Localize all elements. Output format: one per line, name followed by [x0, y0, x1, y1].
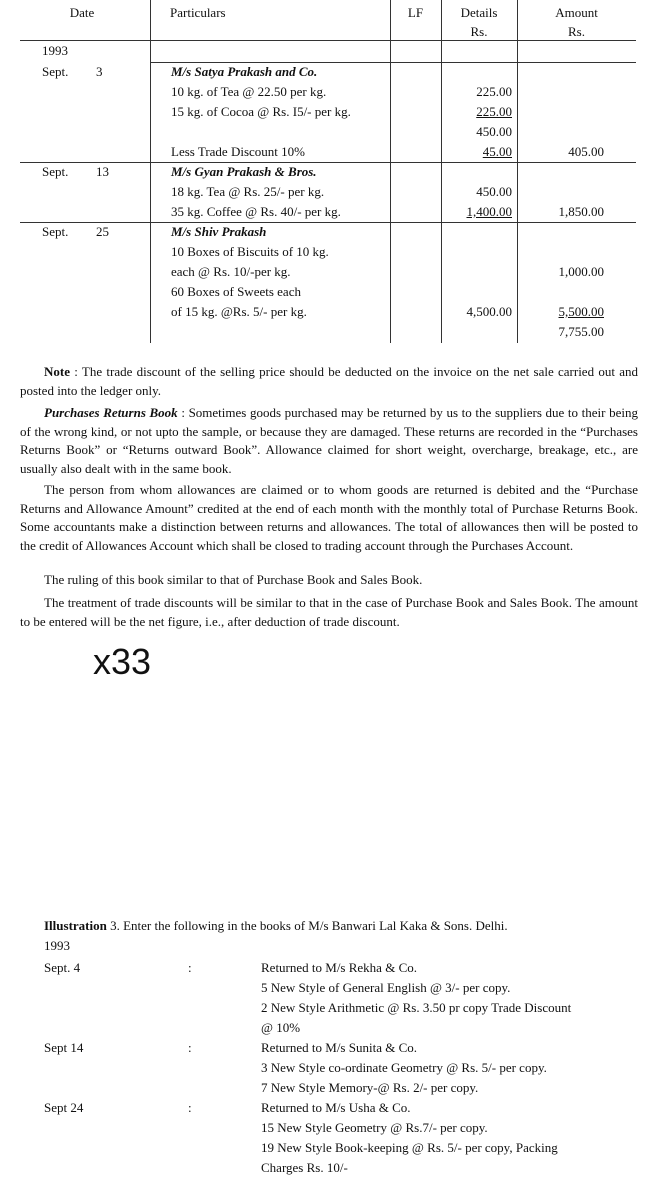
illustration-line: 2 New Style Arithmetic @ Rs. 3.50 pr copy Trade Discount [261, 1000, 572, 1015]
column-divider [390, 0, 391, 343]
entry-line: 15 kg. of Cocoa @ Rs. I5/- per kg. [171, 104, 351, 119]
purchase-ledger-table [20, 0, 636, 345]
entry-month: Sept. [42, 64, 69, 79]
note-paragraph [20, 363, 638, 400]
header-details-unit: Rs. [470, 24, 488, 39]
entry-party: M/s Satya Prakash and Co. [171, 64, 318, 79]
row-rule [20, 162, 636, 163]
purchases-returns-label: Purchases Returns Book [44, 405, 178, 420]
purchases-returns-body: : Sometimes goods purchased may be returned by us to the suppliers due to their being of the wrong kind, or not upto the sample, or because they are damaged. These returns are recorded in the “Purchases Returns Book” or “Returns outward Book”. Allowance claimed for short weight, overcharge, breakage, etc., are usually also dealt with in the same book. [20, 405, 638, 476]
ledger-year: 1993 [42, 43, 68, 58]
header-details: Details [460, 5, 498, 20]
note-label: Note [44, 364, 70, 379]
header-particulars: Particulars [170, 5, 226, 20]
illustration-line: 5 New Style of General English @ 3/- per copy. [261, 980, 511, 995]
amount-value: 405.00 [568, 144, 604, 159]
trade-discount-paragraph: The treatment of trade discounts will be similar to that in the case of Purchase Book and Sales Book. The amount to be entered will be the net figure, i.e., after deduction of trade discount. [20, 595, 638, 629]
illustration-year: 1993 [44, 938, 70, 953]
purchases-returns-paragraph [20, 404, 638, 478]
illustration-line: 7 New Style Memory-@ Rs. 2/- per copy. [261, 1080, 479, 1095]
amount-value: 1,000.00 [558, 264, 604, 279]
detail-value: 450.00 [476, 124, 512, 139]
entry-line: 10 Boxes of Biscuits of 10 kg. [171, 244, 329, 259]
entry-month: Sept. [42, 224, 69, 239]
illustration-colon: : [188, 1100, 192, 1115]
header-amount: Amount [555, 5, 598, 20]
entry-day: 3 [96, 64, 103, 79]
header-amount-unit: Rs. [568, 24, 585, 39]
illustration-label: Illustration [44, 918, 107, 933]
illustration-colon: : [188, 960, 192, 975]
illustration-line: Charges Rs. 10/- [261, 1160, 348, 1175]
entry-line: each @ Rs. 10/-per kg. [171, 264, 291, 279]
allowance-paragraph: The person from whom allowances are claimed or to whom goods are returned is debited and the “Purchase Returns and Allowance Amount” credited at the end of each month with the monthly total of Purchase Returns Book. Some accountants make a distinction between returns and allowances. The total of allowances then will be posted to the credit of Allowances Account which shall be closed to trading account through the Purchases Account. [20, 482, 638, 553]
illustration-line: Returned to M/s Rekha & Co. [261, 960, 417, 975]
ruling-paragraph: The ruling of this book similar to that of Purchase Book and Sales Book. [44, 572, 423, 587]
detail-value: 225.00 [476, 104, 512, 119]
header-date: Date [69, 5, 95, 20]
entry-day: 13 [96, 164, 109, 179]
entry-line: 35 kg. Coffee @ Rs. 40/- per kg. [171, 204, 341, 219]
column-divider [441, 0, 442, 343]
illustration-line: @ 10% [261, 1020, 301, 1035]
illustration-line: Returned to M/s Sunita & Co. [261, 1040, 417, 1055]
entry-month: Sept. [42, 164, 69, 179]
illustration-colon: : [188, 1040, 192, 1055]
column-divider [517, 0, 518, 343]
detail-value: 1,400.00 [466, 204, 512, 219]
detail-value: 225.00 [476, 84, 512, 99]
entry-party: M/s Shiv Prakash [171, 224, 267, 239]
column-divider [150, 0, 151, 343]
entry-party: M/s Gyan Prakash & Bros. [171, 164, 317, 179]
row-rule [20, 222, 636, 223]
detail-value: 4,500.00 [466, 304, 512, 319]
illustration-line: 15 New Style Geometry @ Rs.7/- per copy. [261, 1120, 488, 1135]
detail-value: 450.00 [476, 184, 512, 199]
entry-line: 10 kg. of Tea @ 22.50 per kg. [171, 84, 327, 99]
note-body: : The trade discount of the selling price should be deducted on the invoice on the net sale carried out and posted into the ledger only. [20, 364, 638, 398]
header-lf: LF [407, 5, 424, 20]
illustration-heading [44, 916, 508, 936]
illustration-line: Returned to M/s Usha & Co. [261, 1100, 411, 1115]
entry-line: 18 kg. Tea @ Rs. 25/- per kg. [171, 184, 325, 199]
entry-line: 60 Boxes of Sweets each [171, 284, 301, 299]
overlay-label: x33 [93, 641, 152, 682]
illustration-line: 19 New Style Book-keeping @ Rs. 5/- per copy, Packing [261, 1140, 558, 1155]
detail-value: 45.00 [482, 144, 512, 159]
illustration-line: 3 New Style co-ordinate Geometry @ Rs. 5/- per copy. [261, 1060, 547, 1075]
illustration-date: Sept 14 [44, 1040, 84, 1055]
grand-total: 7,755.00 [558, 324, 604, 339]
entry-line: of 15 kg. @Rs. 5/- per kg. [171, 304, 307, 319]
entry-day: 25 [96, 224, 109, 239]
illustration-date: Sept. 4 [44, 960, 81, 975]
illustration-text: 3. Enter the following in the books of M/s Banwari Lal Kaka & Sons. Delhi. [106, 918, 508, 933]
amount-value: 1,850.00 [558, 204, 604, 219]
entry-line: Less Trade Discount 10% [171, 144, 305, 159]
amount-value: 5,500.00 [558, 304, 604, 319]
illustration-date: Sept 24 [44, 1100, 84, 1115]
